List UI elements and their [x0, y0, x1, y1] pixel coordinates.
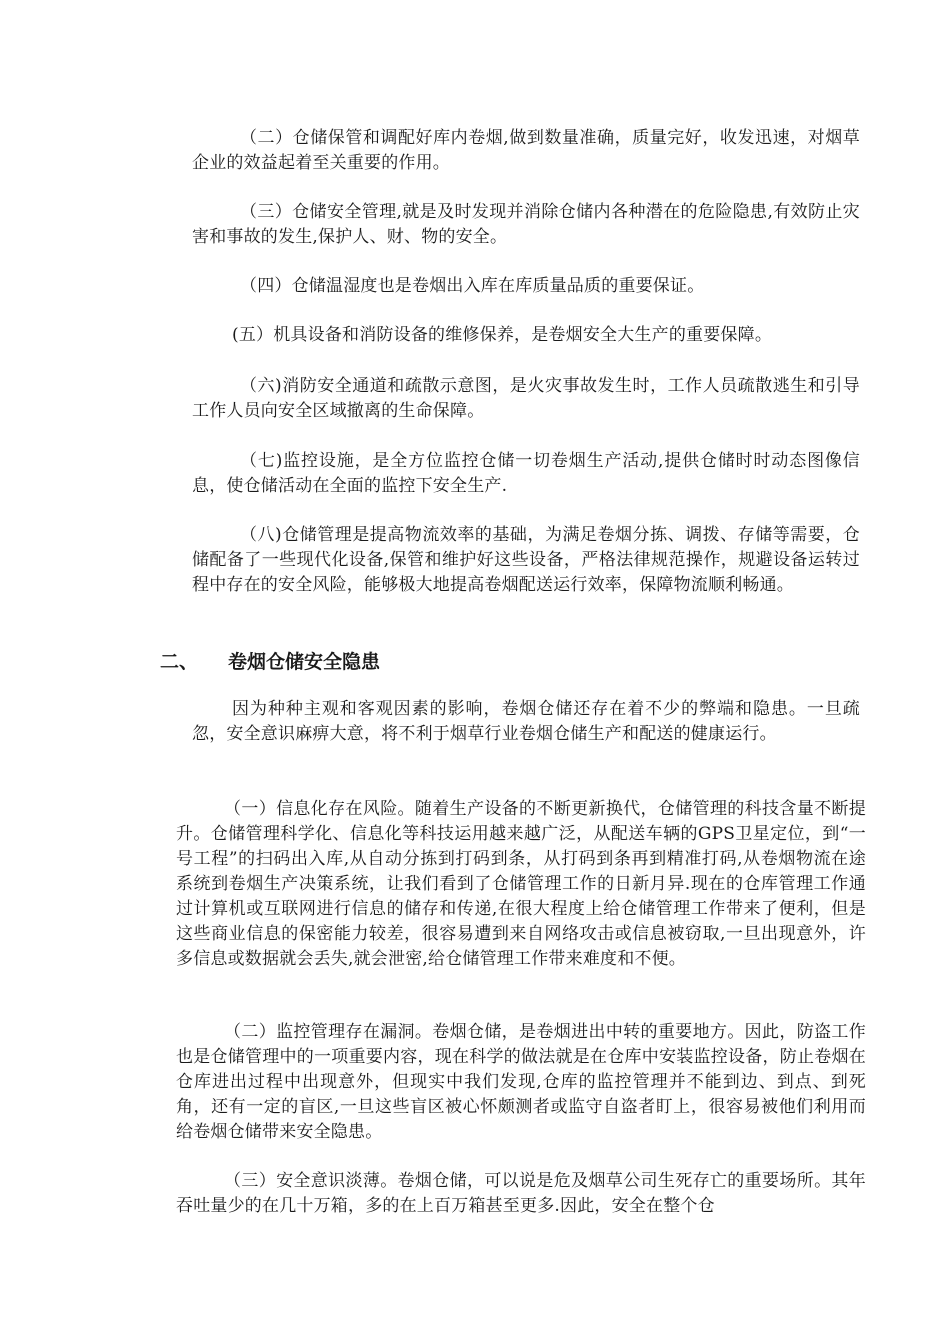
paragraph-equipment-maintenance: (五）机具设备和消防设备的维修保养，是卷烟安全大生产的重要保障。	[232, 325, 773, 345]
paragraph-monitoring-loopholes: （二）监控管理存在漏洞。卷烟仓储，是卷烟进出中转的重要地方。因此，防盗工作也是仓储管理中的一项重要内容，现在科学的做法就是在仓库中安装监控设备，防止卷烟在仓库进出过程中出现意外，但现实中我们发现,仓库的监控管理并不能到边、到点、到死角，还有一定的盲区,一旦这些盲区被心怀颇测者或监守自盗者盯上，很容易被他们利用而给卷烟仓储带来安全隐患。	[176, 1022, 866, 1142]
paragraph-information-risk: （一）信息化存在风险。随着生产设备的不断更新换代，仓储管理的科技含量不断提升。仓储管理科学化、信息化等科技运用越来越广泛，从配送车辆的GPS卫星定位，到“一号工程”的扫码出入库,从自动分拣到打码到条，从打码到条再到精准打码,从卷烟物流在途系统到卷烟生产决策系统，让我们看到了仓储管理工作的日新月异.现在的仓库管理工作通过计算机或互联网进行信息的储存和传递,在很大程度上给仓储管理工作带来了便利，但是这些商业信息的保密能力较差，很容易遭到来自网络攻击或信息被窃取,一旦出现意外，许多信息或数据就会丢失,就会泄密,给仓储管理工作带来难度和不便。	[176, 799, 866, 969]
paragraph-temperature-humidity: （四）仓储温湿度也是卷烟出入库在库质量品质的重要保证。	[240, 276, 705, 296]
paragraph-intro-hazards: 因为种种主观和客观因素的影响，卷烟仓储还存在着不少的弊端和隐患。一旦疏忽，安全意识麻痹大意，将不利于烟草行业卷烟仓储生产和配送的健康运行。	[192, 699, 860, 744]
section-number: 二、	[160, 651, 199, 673]
paragraph-weak-safety-awareness: （三）安全意识淡薄。卷烟仓储，可以说是危及烟草公司生死存亡的重要场所。其年吞吐量少的在几十万箱，多的在上百万箱甚至更多.因此，安全在整个仓	[176, 1171, 866, 1216]
paragraph-logistics-efficiency: （八)仓储管理是提高物流效率的基础，为满足卷烟分拣、调拨、存储等需要，仓储配备了一些现代化设备,保管和维护好这些设备，严格法律规范操作，规避设备运转过程中存在的安全风险，能够极大地提高卷烟配送运行效率，保障物流顺利畅通。	[192, 525, 860, 595]
paragraph-fire-escape-route: （六)消防安全通道和疏散示意图，是火灾事故发生时，工作人员疏散逃生和引导工作人员向安全区域撤离的生命保障。	[192, 376, 860, 421]
paragraph-monitoring-facilities: （七)监控设施，是全方位监控仓储一切卷烟生产活动,提供仓储时时动态图像信息，使仓储活动在全面的监控下安全生产.	[192, 451, 860, 496]
paragraph-storage-custody: （二）仓储保管和调配好库内卷烟,做到数量准确，质量完好，收发迅速，对烟草企业的效益起着至关重要的作用。	[192, 128, 860, 173]
section-heading	[160, 648, 380, 676]
section-title: 卷烟仓储安全隐患	[228, 651, 381, 673]
paragraph-storage-safety-management: （三）仓储安全管理,就是及时发现并消除仓储内各种潜在的危险隐患,有效防止灾害和事故的发生,保护人、财、物的安全。	[192, 202, 860, 247]
